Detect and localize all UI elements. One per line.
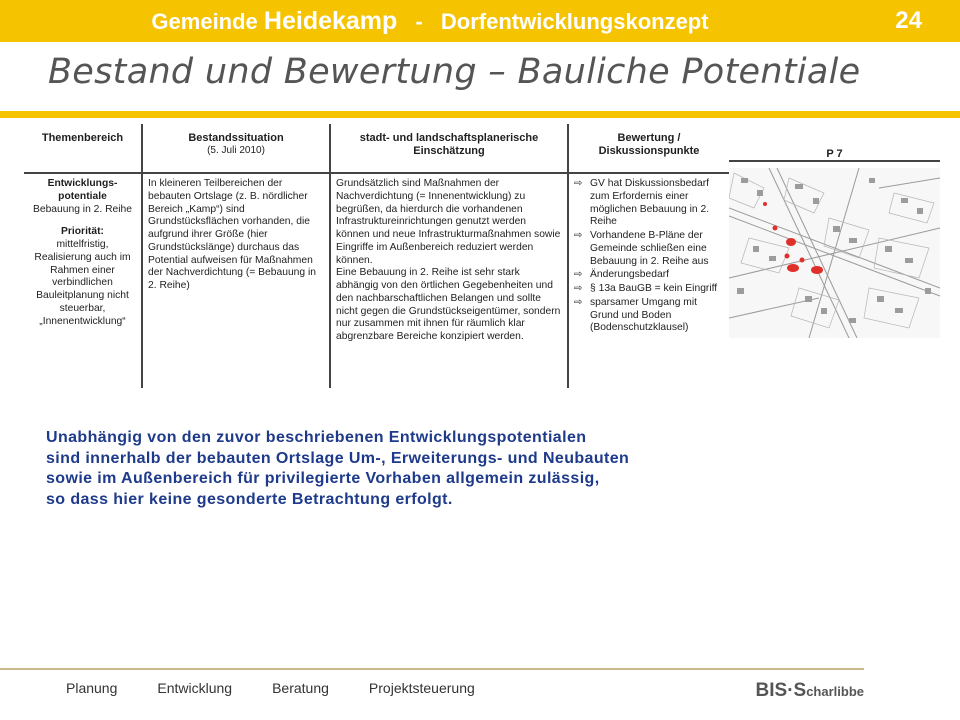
- topic-label: Entwicklungs-potentiale: [47, 178, 118, 202]
- arrow-right-icon: ⇨: [574, 230, 583, 242]
- site-map-image: [729, 168, 940, 338]
- explanatory-paragraph: [46, 428, 906, 510]
- header-title-name: Heidekamp: [263, 7, 398, 35]
- footer-item-projektsteuerung: Projektsteuerung: [368, 680, 475, 696]
- paragraph-line: sind innerhalb der bebauten Ortslage Um-, Erweiterungs- und Neubauten: [46, 449, 630, 467]
- cell-themenbereich: [24, 173, 142, 388]
- header-map-label: P 7: [729, 124, 940, 162]
- einschaetzung-text-2: Eine Bebauung in 2. Reihe ist sehr stark abhängig von den örtlichen Gegebenheiten und den nachbarschaftlichen Belangen und sollte nicht gegen die Grundstückseigentümer, sondern nur zusammen mit ihnen für räumlich klar abgrenzbare Bereiche konzipiert werden.: [336, 267, 561, 343]
- bewertung-list: [574, 178, 724, 335]
- header-bestandssituation-date: (5. Juli 2010): [207, 145, 265, 157]
- company-logo: [756, 680, 864, 702]
- footer-nav: [66, 680, 515, 696]
- header-title-topic: Dorfentwicklungskonzept: [440, 9, 709, 34]
- slide-title: Bestand und Bewertung – Bauliche Potentiale: [48, 52, 861, 92]
- header-separator: -: [415, 9, 423, 34]
- paragraph-line: Unabhängig von den zuvor beschriebenen Entwicklungspotentialen: [46, 429, 587, 446]
- header-title-prefix: Gemeinde: [151, 9, 258, 34]
- priority-note: Realisierung auch im Rahmen einer verbindlichen Bauleitplanung nicht steuerbar, „Innenentwicklung“: [34, 251, 131, 327]
- priority-label: Priorität:: [61, 226, 104, 238]
- title-divider: [0, 111, 960, 118]
- arrow-right-icon: ⇨: [574, 296, 583, 308]
- footer-item-entwicklung: Entwicklung: [157, 680, 233, 696]
- cell-bestandssituation: [142, 173, 330, 388]
- priority-value: mittelfristig,: [56, 239, 109, 251]
- header-bewertung: Bewertung / Diskussionspunkte: [568, 124, 729, 173]
- header-themenbereich: Themenbereich: [24, 124, 142, 173]
- table-header-row: [24, 124, 729, 173]
- bestandssituation-text: In kleineren Teilbereichen der bebauten Ortslage (z. B. nördlicher Bereich „Kamp“) sind Grundstücksflächen vorhanden, die aufgrund ihrer Größe (hier Grundstückslänge) durchaus das Potential aufweisen für Maßnahmen der Nachverdichtung (= Bebauung in 2. Reihe): [148, 178, 317, 292]
- footer-item-planung: Planung: [66, 680, 118, 696]
- list-item: ⇨ Änderungsbedarf: [574, 269, 670, 281]
- logo-main: BIS·S: [755, 680, 807, 701]
- header-title: [0, 0, 860, 42]
- footer-divider: [0, 668, 864, 670]
- assessment-table: [24, 124, 729, 388]
- list-item: ⇨ GV hat Diskussionsbedarf zum Erfordernis einer möglichen Bebauung in 2. Reihe: [574, 178, 710, 228]
- header-einschaetzung: stadt- und landschaftsplanerische Einschätzung: [330, 124, 568, 173]
- arrow-right-icon: ⇨: [574, 269, 583, 281]
- map-column: [729, 124, 940, 382]
- cell-bewertung: [568, 173, 729, 388]
- arrow-right-icon: ⇨: [574, 178, 583, 189]
- table-row: [24, 173, 729, 388]
- paragraph-line: so dass hier keine gesonderte Betrachtung erfolgt.: [46, 490, 453, 508]
- arrow-right-icon: ⇨: [574, 283, 583, 295]
- list-item: ⇨ sparsamer Umgang mit Grund und Boden (Bodenschutzklausel): [574, 296, 698, 334]
- cell-einschaetzung: [330, 173, 568, 388]
- paragraph-line: sowie im Außenbereich für privilegierte Vorhaben allgemein zulässig,: [46, 470, 600, 487]
- page-number: 24: [895, 7, 922, 34]
- einschaetzung-text-1: Grundsätzlich sind Maßnahmen der Nachverdichtung (= Innenentwicklung) zu begrüßen, da hierdurch die vorhandenen Infrastruktureinrichtungen genutzt werden können und neue Infrastrukturmaßnahmen sowie Eingriffe im Außenbereich reduziert werden können.: [336, 178, 561, 266]
- footer-item-beratung: Beratung: [272, 680, 329, 696]
- list-item: ⇨ § 13a BauGB = kein Eingriff: [574, 283, 718, 295]
- subtopic-label: Bebauung in 2. Reihe: [32, 203, 133, 215]
- assessment-table-image: [24, 124, 940, 382]
- logo-rest: charlibbe: [806, 684, 864, 699]
- header-bestandssituation: Bestandssituation (5. Juli 2010): [142, 124, 330, 173]
- list-item: ⇨ Vorhandene B-Pläne der Gemeinde schließen eine Bebauung in 2. Reihe aus: [574, 230, 709, 267]
